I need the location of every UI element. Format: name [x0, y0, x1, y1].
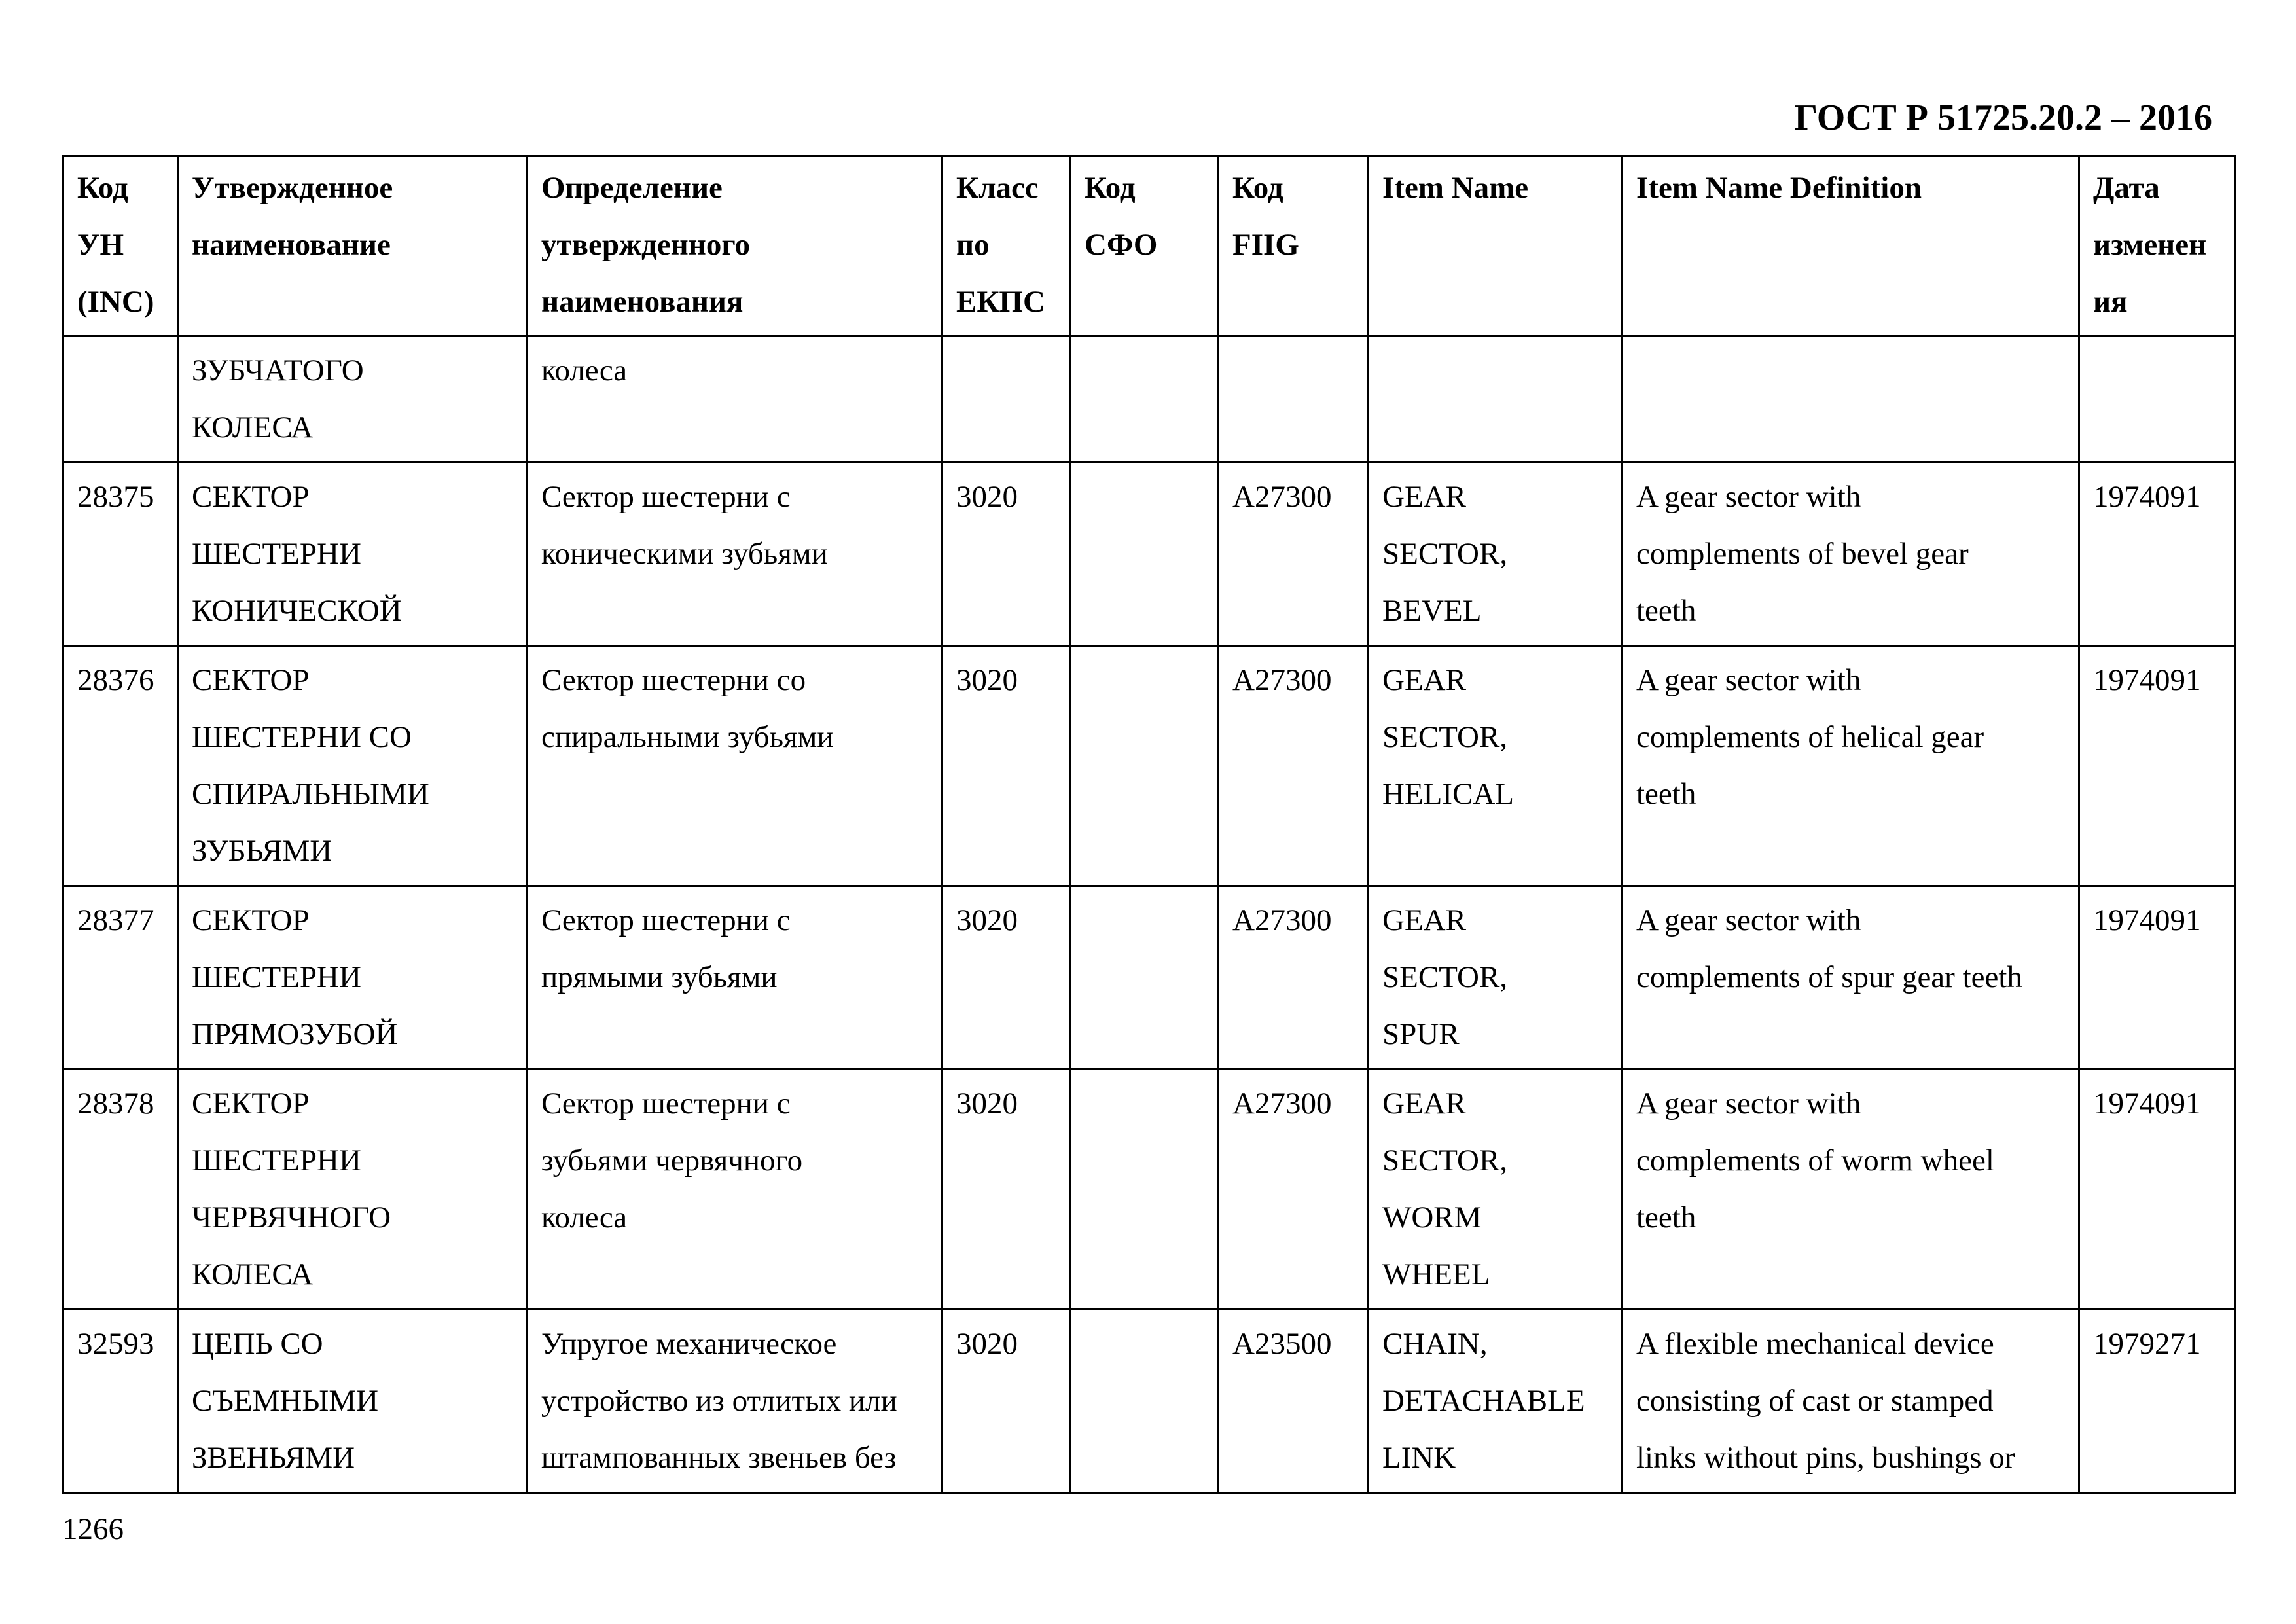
cell-name-definition: Сектор шестерни с коническими зубьями [528, 463, 942, 646]
cell-fiig-code: A23500 [1219, 1310, 1369, 1493]
header-item-name: Item Name [1369, 156, 1623, 336]
cell-name-definition: Сектор шестерни со спиральными зубьями [528, 646, 942, 886]
cell-item-name-definition: A flexible mechanical device consisting of cast or stamped links without pins, bushings or [1623, 1310, 2079, 1493]
cell-ekps-class: 3020 [942, 886, 1071, 1070]
cell-sfo-code [1071, 1310, 1219, 1493]
cell-change-date: 1974091 [2079, 646, 2235, 886]
cell-sfo-code [1071, 336, 1219, 463]
cell-approved-name: СЕКТОР ШЕСТЕРНИ ПРЯМОЗУБОЙ [178, 886, 528, 1070]
cell-fiig-code: A27300 [1219, 886, 1369, 1070]
cell-change-date: 1974091 [2079, 463, 2235, 646]
cell-ekps-class: 3020 [942, 463, 1071, 646]
cell-inc [63, 336, 178, 463]
cell-sfo-code [1071, 646, 1219, 886]
header-sfo-code: Код СФО [1071, 156, 1219, 336]
cell-item-name-definition: A gear sector with complements of helical gear teeth [1623, 646, 2079, 886]
table-header-row [63, 156, 2235, 336]
cell-fiig-code: A27300 [1219, 463, 1369, 646]
table-row [63, 1070, 2235, 1310]
cell-item-name: GEAR SECTOR, BEVEL [1369, 463, 1623, 646]
table-row [63, 336, 2235, 463]
header-approved-name: Утвержденное наименование [178, 156, 528, 336]
cell-item-name: GEAR SECTOR, SPUR [1369, 886, 1623, 1070]
cell-item-name-definition: A gear sector with complements of bevel gear teeth [1623, 463, 2079, 646]
cell-name-definition: Сектор шестерни с зубьями червячного колеса [528, 1070, 942, 1310]
cell-fiig-code [1219, 336, 1369, 463]
cell-item-name: GEAR SECTOR, WORM WHEEL [1369, 1070, 1623, 1310]
cell-name-definition: Сектор шестерни с прямыми зубьями [528, 886, 942, 1070]
cell-sfo-code [1071, 886, 1219, 1070]
cell-item-name: CHAIN, DETACHABLE LINK [1369, 1310, 1623, 1493]
header-fiig-code: Код FIIG [1219, 156, 1369, 336]
cell-change-date: 1974091 [2079, 1070, 2235, 1310]
cell-change-date: 1974091 [2079, 886, 2235, 1070]
cell-approved-name: СЕКТОР ШЕСТЕРНИ ЧЕРВЯЧНОГО КОЛЕСА [178, 1070, 528, 1310]
cell-sfo-code [1071, 1070, 1219, 1310]
cell-approved-name: ЗУБЧАТОГО КОЛЕСА [178, 336, 528, 463]
cell-ekps-class: 3020 [942, 1310, 1071, 1493]
cell-ekps-class [942, 336, 1071, 463]
document-standard-title: ГОСТ Р 51725.20.2 – 2016 [1794, 98, 2212, 138]
page-number: 1266 [62, 1512, 124, 1546]
cell-fiig-code: A27300 [1219, 646, 1369, 886]
cell-inc: 28378 [63, 1070, 178, 1310]
cell-approved-name: СЕКТОР ШЕСТЕРНИ КОНИЧЕСКОЙ [178, 463, 528, 646]
cell-name-definition: колеса [528, 336, 942, 463]
cell-item-name: GEAR SECTOR, HELICAL [1369, 646, 1623, 886]
cell-item-name-definition: A gear sector with complements of spur gear teeth [1623, 886, 2079, 1070]
header-name-definition: Определение утвержденного наименования [528, 156, 942, 336]
cell-item-name-definition [1623, 336, 2079, 463]
cell-inc: 28377 [63, 886, 178, 1070]
cell-ekps-class: 3020 [942, 1070, 1071, 1310]
cell-item-name-definition: A gear sector with complements of worm wheel teeth [1623, 1070, 2079, 1310]
cell-ekps-class: 3020 [942, 646, 1071, 886]
header-change-date: Дата изменен ия [2079, 156, 2235, 336]
cell-item-name [1369, 336, 1623, 463]
table-row [63, 1310, 2235, 1493]
classification-table [62, 155, 2236, 1494]
cell-sfo-code [1071, 463, 1219, 646]
table-row [63, 463, 2235, 646]
cell-inc: 28375 [63, 463, 178, 646]
cell-fiig-code: A27300 [1219, 1070, 1369, 1310]
table-row [63, 646, 2235, 886]
table-row [63, 886, 2235, 1070]
cell-inc: 28376 [63, 646, 178, 886]
cell-name-definition: Упругое механическое устройство из отлитых или штампованных звеньев без [528, 1310, 942, 1493]
header-ekps-class: Класс по ЕКПС [942, 156, 1071, 336]
header-inc-code: Код УН (INC) [63, 156, 178, 336]
header-item-name-definition: Item Name Definition [1623, 156, 2079, 336]
cell-change-date [2079, 336, 2235, 463]
cell-approved-name: ЦЕПЬ СО СЪЕМНЫМИ ЗВЕНЬЯМИ [178, 1310, 528, 1493]
cell-approved-name: СЕКТОР ШЕСТЕРНИ СО СПИРАЛЬНЫМИ ЗУБЬЯМИ [178, 646, 528, 886]
cell-inc: 32593 [63, 1310, 178, 1493]
cell-change-date: 1979271 [2079, 1310, 2235, 1493]
